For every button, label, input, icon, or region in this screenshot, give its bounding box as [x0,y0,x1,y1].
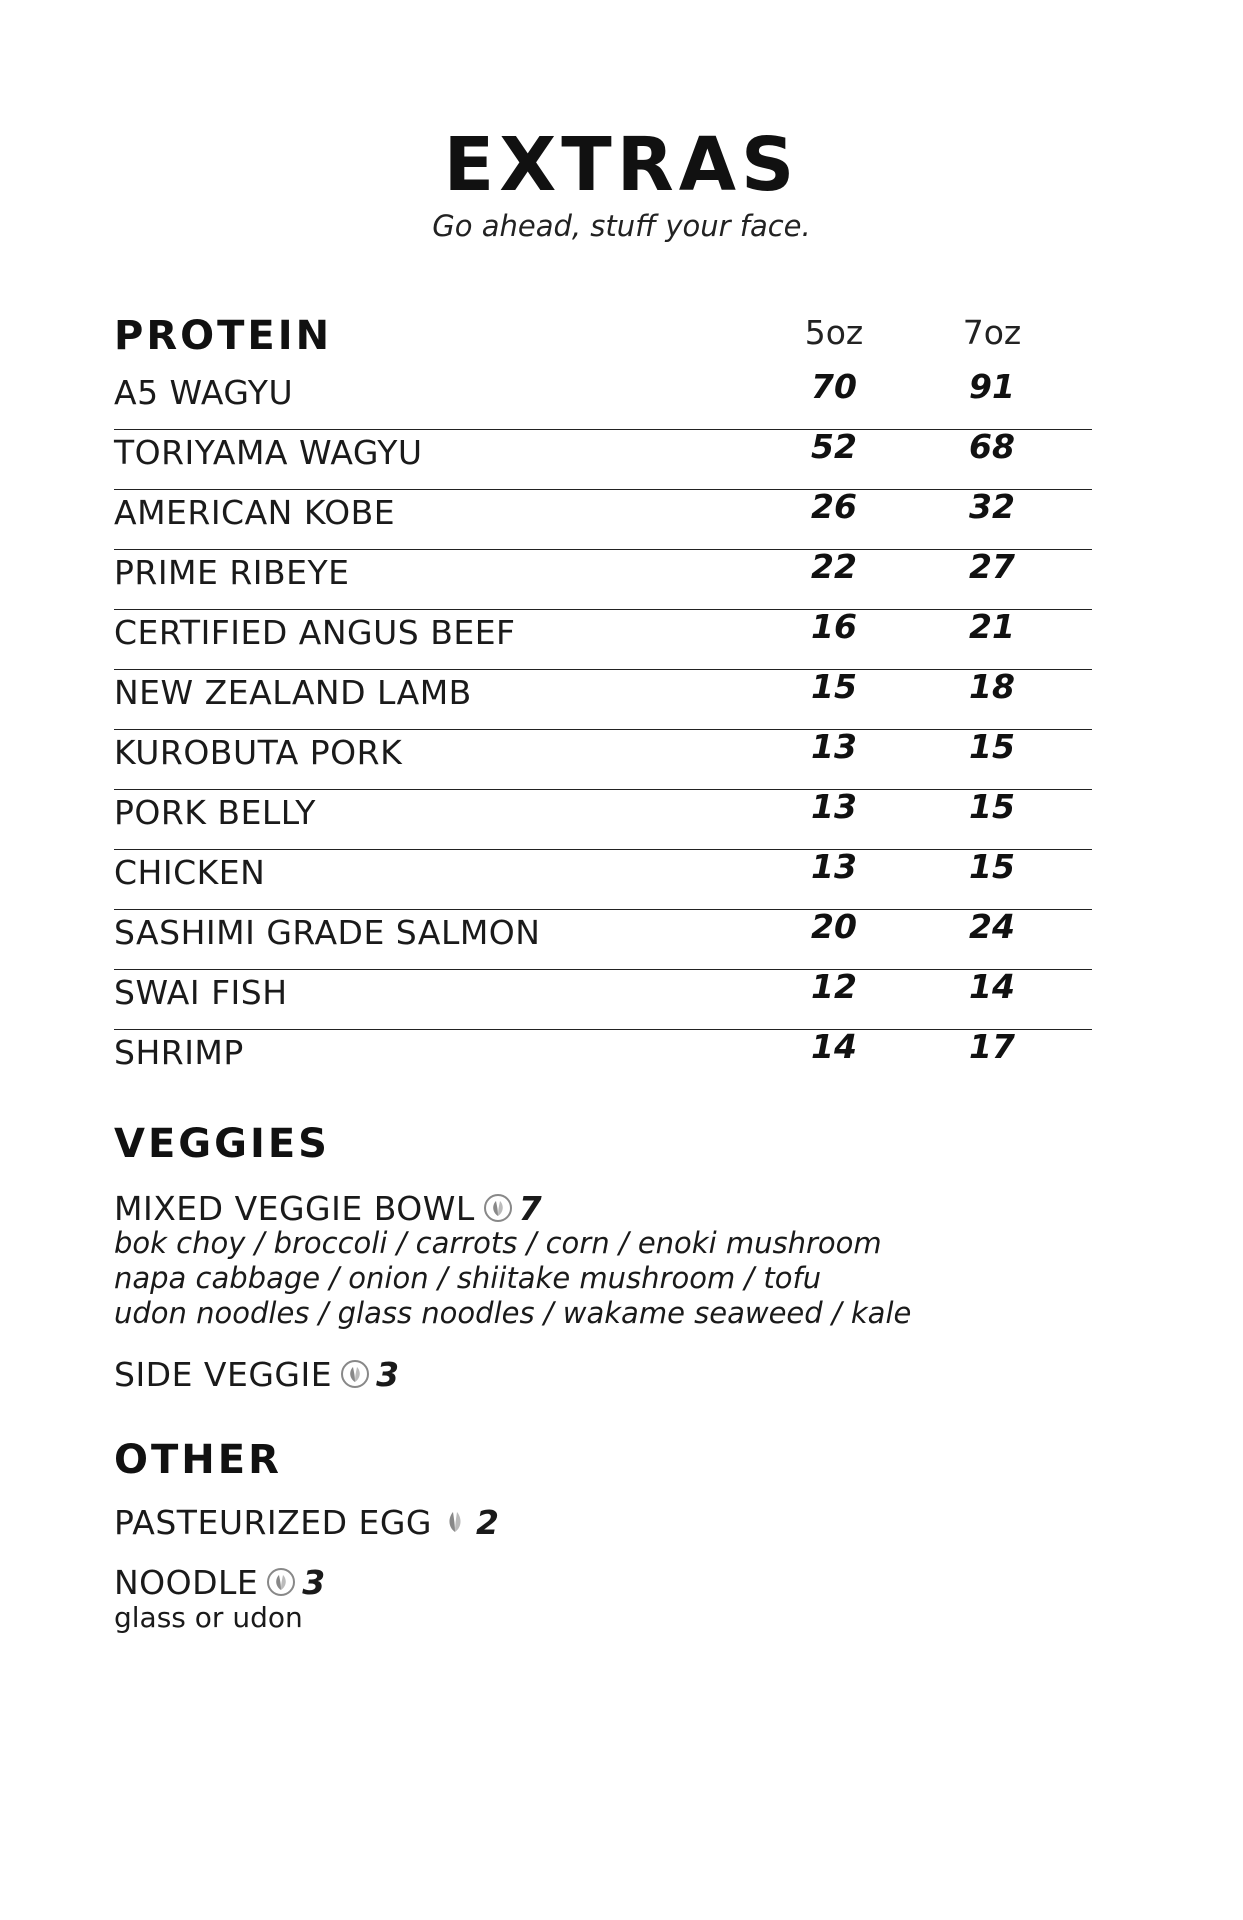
item-name: SIDE VEGGIE [114,1355,333,1394]
page-title: EXTRAS [443,122,800,208]
price-5oz: 26 [811,487,857,526]
column-header-7oz: 7oz [962,313,1022,352]
item-description: udon noodles / glass noodles / wakame seaweed / kale [114,1296,912,1330]
protein-row [114,367,1092,430]
item-name: CHICKEN [114,853,266,892]
item-description: glass or udon [114,1601,303,1634]
protein-row [114,607,1092,670]
protein-row [114,427,1092,490]
item-name: CERTIFIED ANGUS BEEF [114,613,516,652]
item-name: MIXED VEGGIE BOWL [114,1189,475,1228]
item-name: PORK BELLY [114,793,316,832]
price-5oz: 14 [811,1027,857,1066]
item-name: NEW ZEALAND LAMB [114,673,472,712]
price-5oz: 15 [811,667,857,706]
item-name: PASTEURIZED EGG [114,1503,432,1542]
item-name: SWAI FISH [114,973,288,1012]
item-name: A5 WAGYU [114,373,294,412]
price-5oz: 16 [811,607,857,646]
item-name: SASHIMI GRADE SALMON [114,913,541,952]
price-5oz: 13 [811,727,857,766]
price-5oz: 22 [811,547,857,586]
item-description: bok choy / broccoli / carrots / corn / enoki mushroom [114,1226,882,1260]
menu-item-noodle [114,1563,326,1602]
section-heading-veggies: VEGGIES [114,1121,330,1167]
protein-row [114,547,1092,610]
price-7oz: 32 [969,487,1015,526]
price-5oz: 70 [811,367,857,406]
price-5oz: 12 [811,967,857,1006]
item-price: 3 [376,1355,400,1394]
page-subtitle: Go ahead, stuff your face. [432,209,811,243]
menu-item-mixed-veggie-bowl [114,1189,543,1228]
protein-row [114,847,1092,910]
vegan-leaf-circle-icon [340,1359,370,1389]
menu-item-side-veggie [114,1355,400,1394]
price-7oz: 21 [969,607,1015,646]
section-heading-protein: PROTEIN [114,313,333,359]
price-7oz: 15 [969,847,1015,886]
menu-item-pasteurized-egg [114,1503,500,1542]
protein-row [114,667,1092,730]
protein-row [114,1027,1092,1090]
item-description: napa cabbage / onion / shiitake mushroom / tofu [114,1261,822,1295]
item-name: AMERICAN KOBE [114,493,396,532]
protein-row [114,727,1092,790]
price-5oz: 13 [811,787,857,826]
price-5oz: 52 [811,427,857,466]
protein-row [114,787,1092,850]
price-5oz: 20 [811,907,857,946]
price-7oz: 17 [969,1027,1015,1066]
vegan-leaf-circle-icon [266,1567,296,1597]
price-7oz: 15 [969,727,1015,766]
price-7oz: 91 [969,367,1015,406]
item-price: 2 [476,1503,500,1542]
price-7oz: 27 [969,547,1015,586]
protein-row [114,967,1092,1030]
price-7oz: 18 [969,667,1015,706]
item-name: NOODLE [114,1563,259,1602]
item-price: 7 [518,1189,543,1228]
item-name: KUROBUTA PORK [114,733,403,772]
item-name: TORIYAMA WAGYU [114,433,423,472]
price-5oz: 13 [811,847,857,886]
vegetarian-leaf-icon [440,1507,470,1537]
item-name: SHRIMP [114,1033,244,1072]
protein-row [114,487,1092,550]
column-header-5oz: 5oz [804,313,864,352]
vegan-leaf-circle-icon [483,1193,513,1223]
section-heading-other: OTHER [114,1437,282,1483]
price-7oz: 15 [969,787,1015,826]
price-7oz: 24 [969,907,1015,946]
item-price: 3 [302,1563,326,1602]
price-7oz: 68 [969,427,1015,466]
price-7oz: 14 [969,967,1015,1006]
protein-row [114,907,1092,970]
item-name: PRIME RIBEYE [114,553,350,592]
